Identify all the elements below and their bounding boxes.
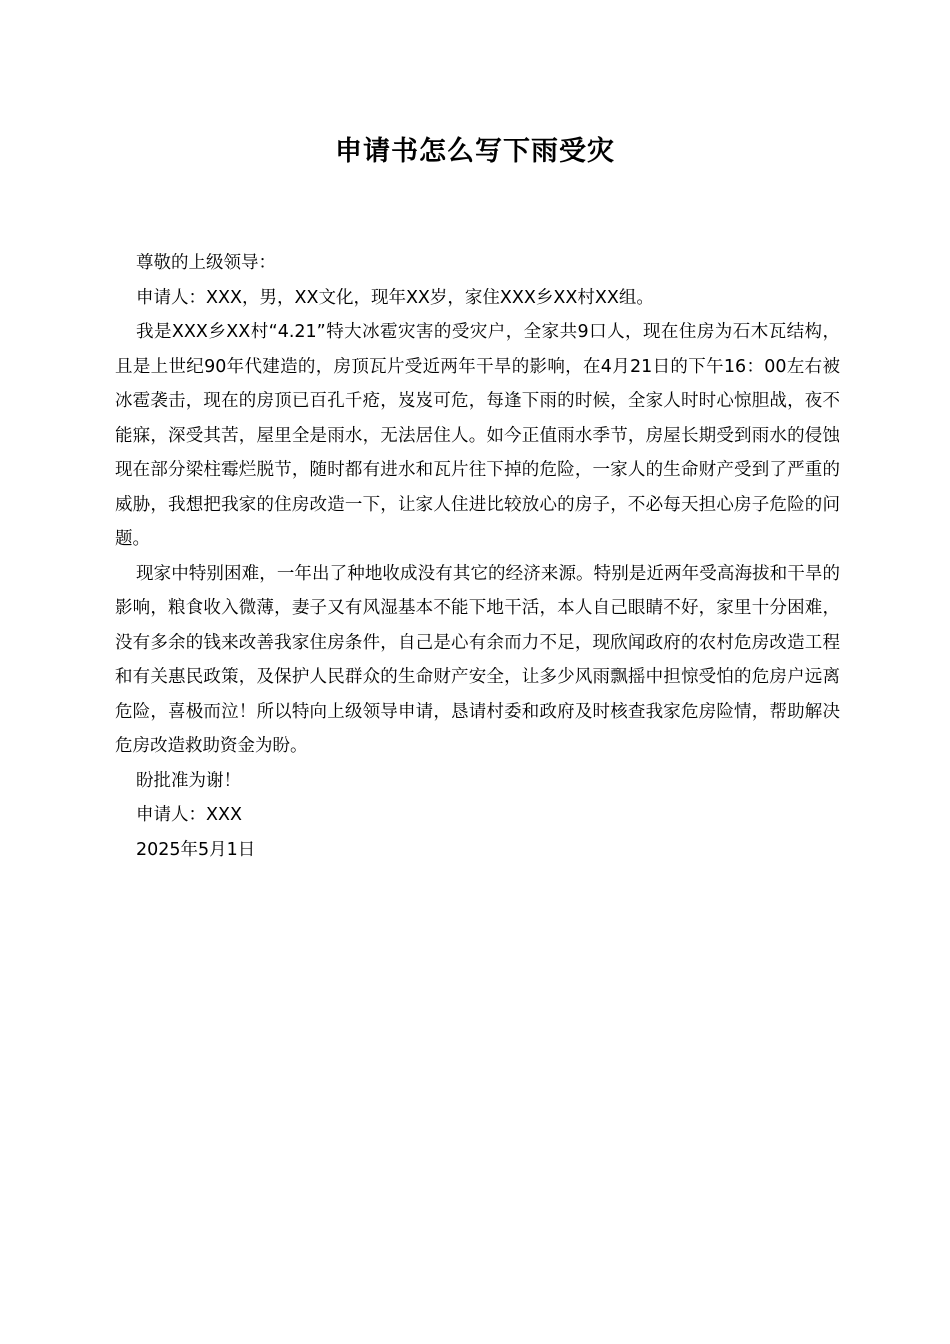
document-title: 申请书怎么写下雨受灾 [335, 136, 615, 167]
paragraph-hardship: 现家中特别困难，一年出了种地收成没有其它的经济来源。特别是近两年受高海拔和干旱的影响，粮食收入微薄，妻子又有风湿基本不能下地干活，本人自己眼睛不好，家里十分困难，没有多余的钱来改善我家住房条件，自己是心有余而力不足，现欣闻政府的农村危房改造工程和有关惠民政策，及保护人民群众的生命财产安全，让多少风雨飘摇中担惊受怕的危房户远离危险，喜极而泣！所以特向上级领导申请，恳请村委和政府及时核查我家危房险情，帮助解决危房改造救助资金为盼。 [115, 563, 840, 756]
document-body [115, 246, 840, 867]
paragraph-situation: 我是XXX乡XX村“4.21”特大冰雹灾害的受灾户，全家共9口人，现在住房为石木瓦结构，且是上世纪90年代建造的，房顶瓦片受近两年干旱的影响，在4月21日的下午16：00左右被冰雹袭击，现在的房顶已百孔千疮，岌岌可危，每逢下雨的时候，全家人时时心惊胆战，夜不能寐，深受其苦，屋里全是雨水，无法居住人。如今正值雨水季节，房屋长期受到雨水的侵蚀现在部分梁柱霉烂脱节，随时都有进水和瓦片往下掉的危险，一家人的生命财产受到了严重的威胁，我想把我家的住房改造一下，让家人住进比较放心的房子，不必每天担心房子危险的问题。 [115, 322, 840, 549]
signature-line: 申请人：XXX [136, 805, 242, 825]
salutation: 尊敬的上级领导： [136, 253, 276, 273]
applicant-info: 申请人：XXX，男，XX文化，现年XX岁，家住XXX乡XX村XX组。 [136, 287, 654, 308]
closing-line: 盼批准为谢！ [136, 770, 241, 791]
date-line: 2025年5月1日 [136, 839, 256, 860]
